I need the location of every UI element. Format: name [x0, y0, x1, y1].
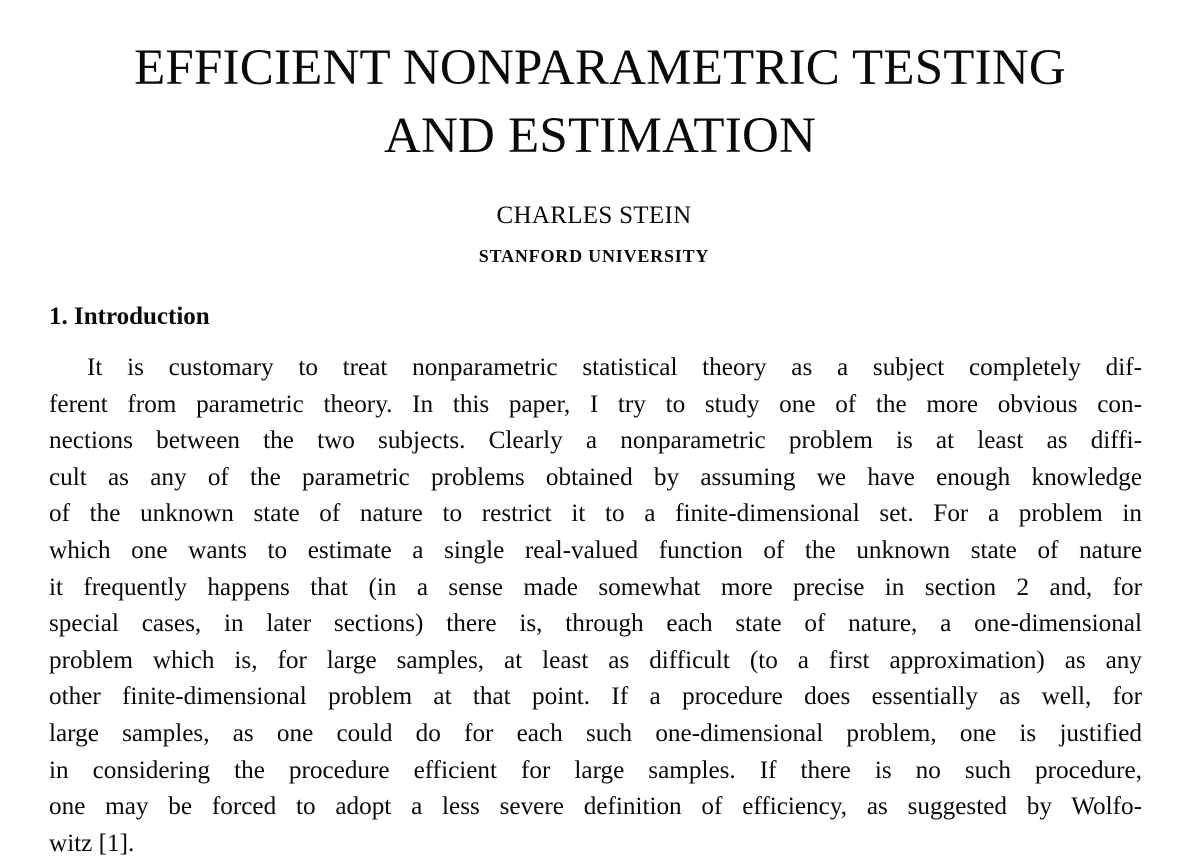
paper-title-line-1: EFFICIENT NONPARAMETRIC TESTING — [134, 40, 1066, 96]
paragraph-line: in considering the procedure efficient for large samples. If there is no such procedure, — [49, 756, 1142, 784]
section-heading: 1. Introduction — [49, 303, 210, 330]
paragraph-line: special cases, in later sections) there is, through each state of nature, a one-dimensional — [49, 610, 1142, 638]
paragraph-line: one may be forced to adopt a less severe definition of efficiency, as suggested by Wolfo- — [49, 793, 1142, 821]
paragraph-line: problem which is, for large samples, at least as difficult (to a first approximation) as any — [49, 646, 1142, 674]
paragraph-line: of the unknown state of nature to restrict it to a finite-dimensional set. For a problem in — [49, 500, 1142, 528]
paragraph-line: it frequently happens that (in a sense made somewhat more precise in section 2 and, for — [49, 573, 1142, 601]
section-paragraph — [49, 350, 1142, 862]
paragraph-line: other finite-dimensional problem at that point. If a procedure does essentially as well, for — [49, 683, 1142, 711]
paragraph-line: witz [1]. — [49, 829, 135, 857]
paragraph-line: ferent from parametric theory. In this paper, I try to study one of the more obvious con- — [49, 390, 1142, 418]
paragraph-line: nections between the two subjects. Clearly a nonparametric problem is at least as diffi- — [49, 427, 1142, 455]
author-name: CHARLES STEIN — [496, 202, 692, 229]
author-affiliation: STANFORD UNIVERSITY — [478, 246, 710, 266]
paragraph-line: which one wants to estimate a single real-valued function of the unknown state of nature — [49, 536, 1142, 564]
paper-title-line-2: AND ESTIMATION — [383, 108, 817, 164]
paragraph-line: cult as any of the parametric problems obtained by assuming we have enough knowledge — [49, 463, 1142, 491]
paragraph-line: It is customary to treat nonparametric statistical theory as a subject completely dif- — [87, 354, 1142, 381]
paragraph-line: large samples, as one could do for each such one-dimensional problem, one is justified — [49, 719, 1142, 747]
